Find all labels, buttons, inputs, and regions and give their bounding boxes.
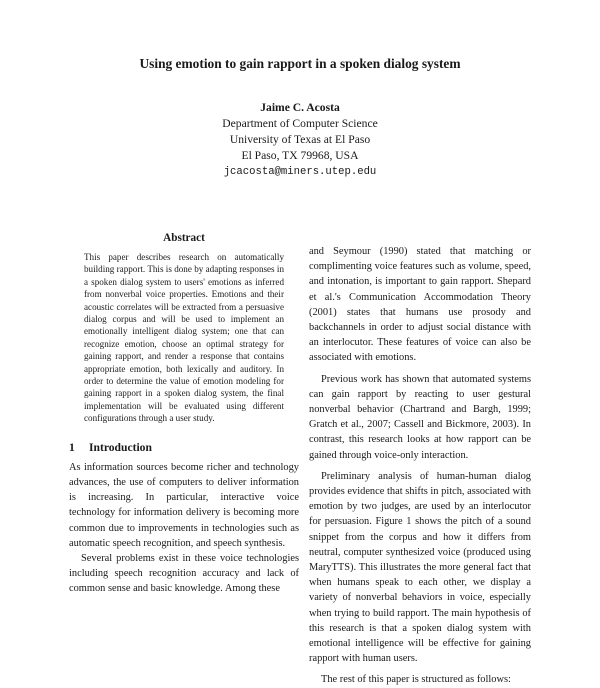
- paper-title: Using emotion to gain rapport in a spoken dialog system: [139, 56, 461, 71]
- left-column: [69, 232, 299, 600]
- right-paragraph-4: The rest of this paper is structured as follows:: [321, 674, 511, 686]
- author-email: jcacosta@miners.utep.edu: [223, 166, 377, 178]
- author-name: Jaime C. Acosta: [260, 101, 340, 114]
- right-paragraph-1: and Seymour (1990) stated that matching or complimenting voice features such as volume, speed, and intonation, is important to gain rapport. Shepard et al.'s Communication Accommodation Theory (2001) states that humans use prosody and backchannels in order to adjust social distance with an interlocutor. These features of voice can also be associated with emotions.: [309, 246, 531, 364]
- abstract-text: This paper describes research on automatically building rapport. This is done by adapting responses in a spoken dialog system to users' emotions as inferred from nonverbal voice properties. Emotions and their acoustic correlates will be extracted from a persuasive dialog corpus and will be used to implement an emotionally intelligent dialog system; one that can recognize emotion, choose an optimal strategy for gaining rapport, and render a response that contains appropriate emotion, both lexically and auditory. In order to determine the value of emotion modeling for gaining rapport in a spoken dialog system, the final implementation will be evaluated using different configurations through a user study.: [84, 252, 284, 424]
- abstract-heading: Abstract: [163, 232, 205, 244]
- right-paragraph-2: Previous work has shown that automated systems can gain rapport by reacting to user gestural nonverbal behavior (Chartrand and Bargh, 1999; Gratch et al., 2007; Cassell and Bickmore, 2003). In contrast, this research looks at how rapport can be gained through voice-only interaction.: [309, 373, 531, 461]
- author-address: El Paso, TX 79968, USA: [241, 149, 359, 162]
- right-paragraph-3: Preliminary analysis of human-human dialog provides evidence that shifts in pitch, associated with emotion by two judges, are used by an interlocutor for persuasion. Figure 1 shows the pitch of a sound snippet from the corpus and how it differs from neutral, computer synthesized voice (produced using MaryTTS). This illustrates the more general fact that when humans speak to each other, we display a variety of nonverbal behaviors in voice, especially when trying to build rapport. The main hypothesis of this research is that a spoken dialog system with emotional intelligence will be effective for gaining rapport with human users.: [309, 470, 531, 665]
- intro-paragraph-1: As information sources become richer and technology advances, the use of computers to deliver information is increasing. In particular, interactive voice technology for information delivery is becoming more common due to improvements in technologies such as automatic speech recognition, and speech synthesis.: [69, 461, 299, 549]
- right-column: [309, 244, 531, 686]
- author-block: [0, 100, 600, 180]
- author-department: Department of Computer Science: [222, 117, 378, 130]
- section-title: Introduction: [89, 440, 152, 454]
- introduction-heading: [69, 441, 299, 454]
- author-university: University of Texas at El Paso: [229, 133, 371, 146]
- intro-paragraph-2: Several problems exist in these voice technologies including speech recognition accuracy and lack of common sense and basic knowledge. Among these: [69, 552, 299, 595]
- section-number: 1: [69, 440, 75, 454]
